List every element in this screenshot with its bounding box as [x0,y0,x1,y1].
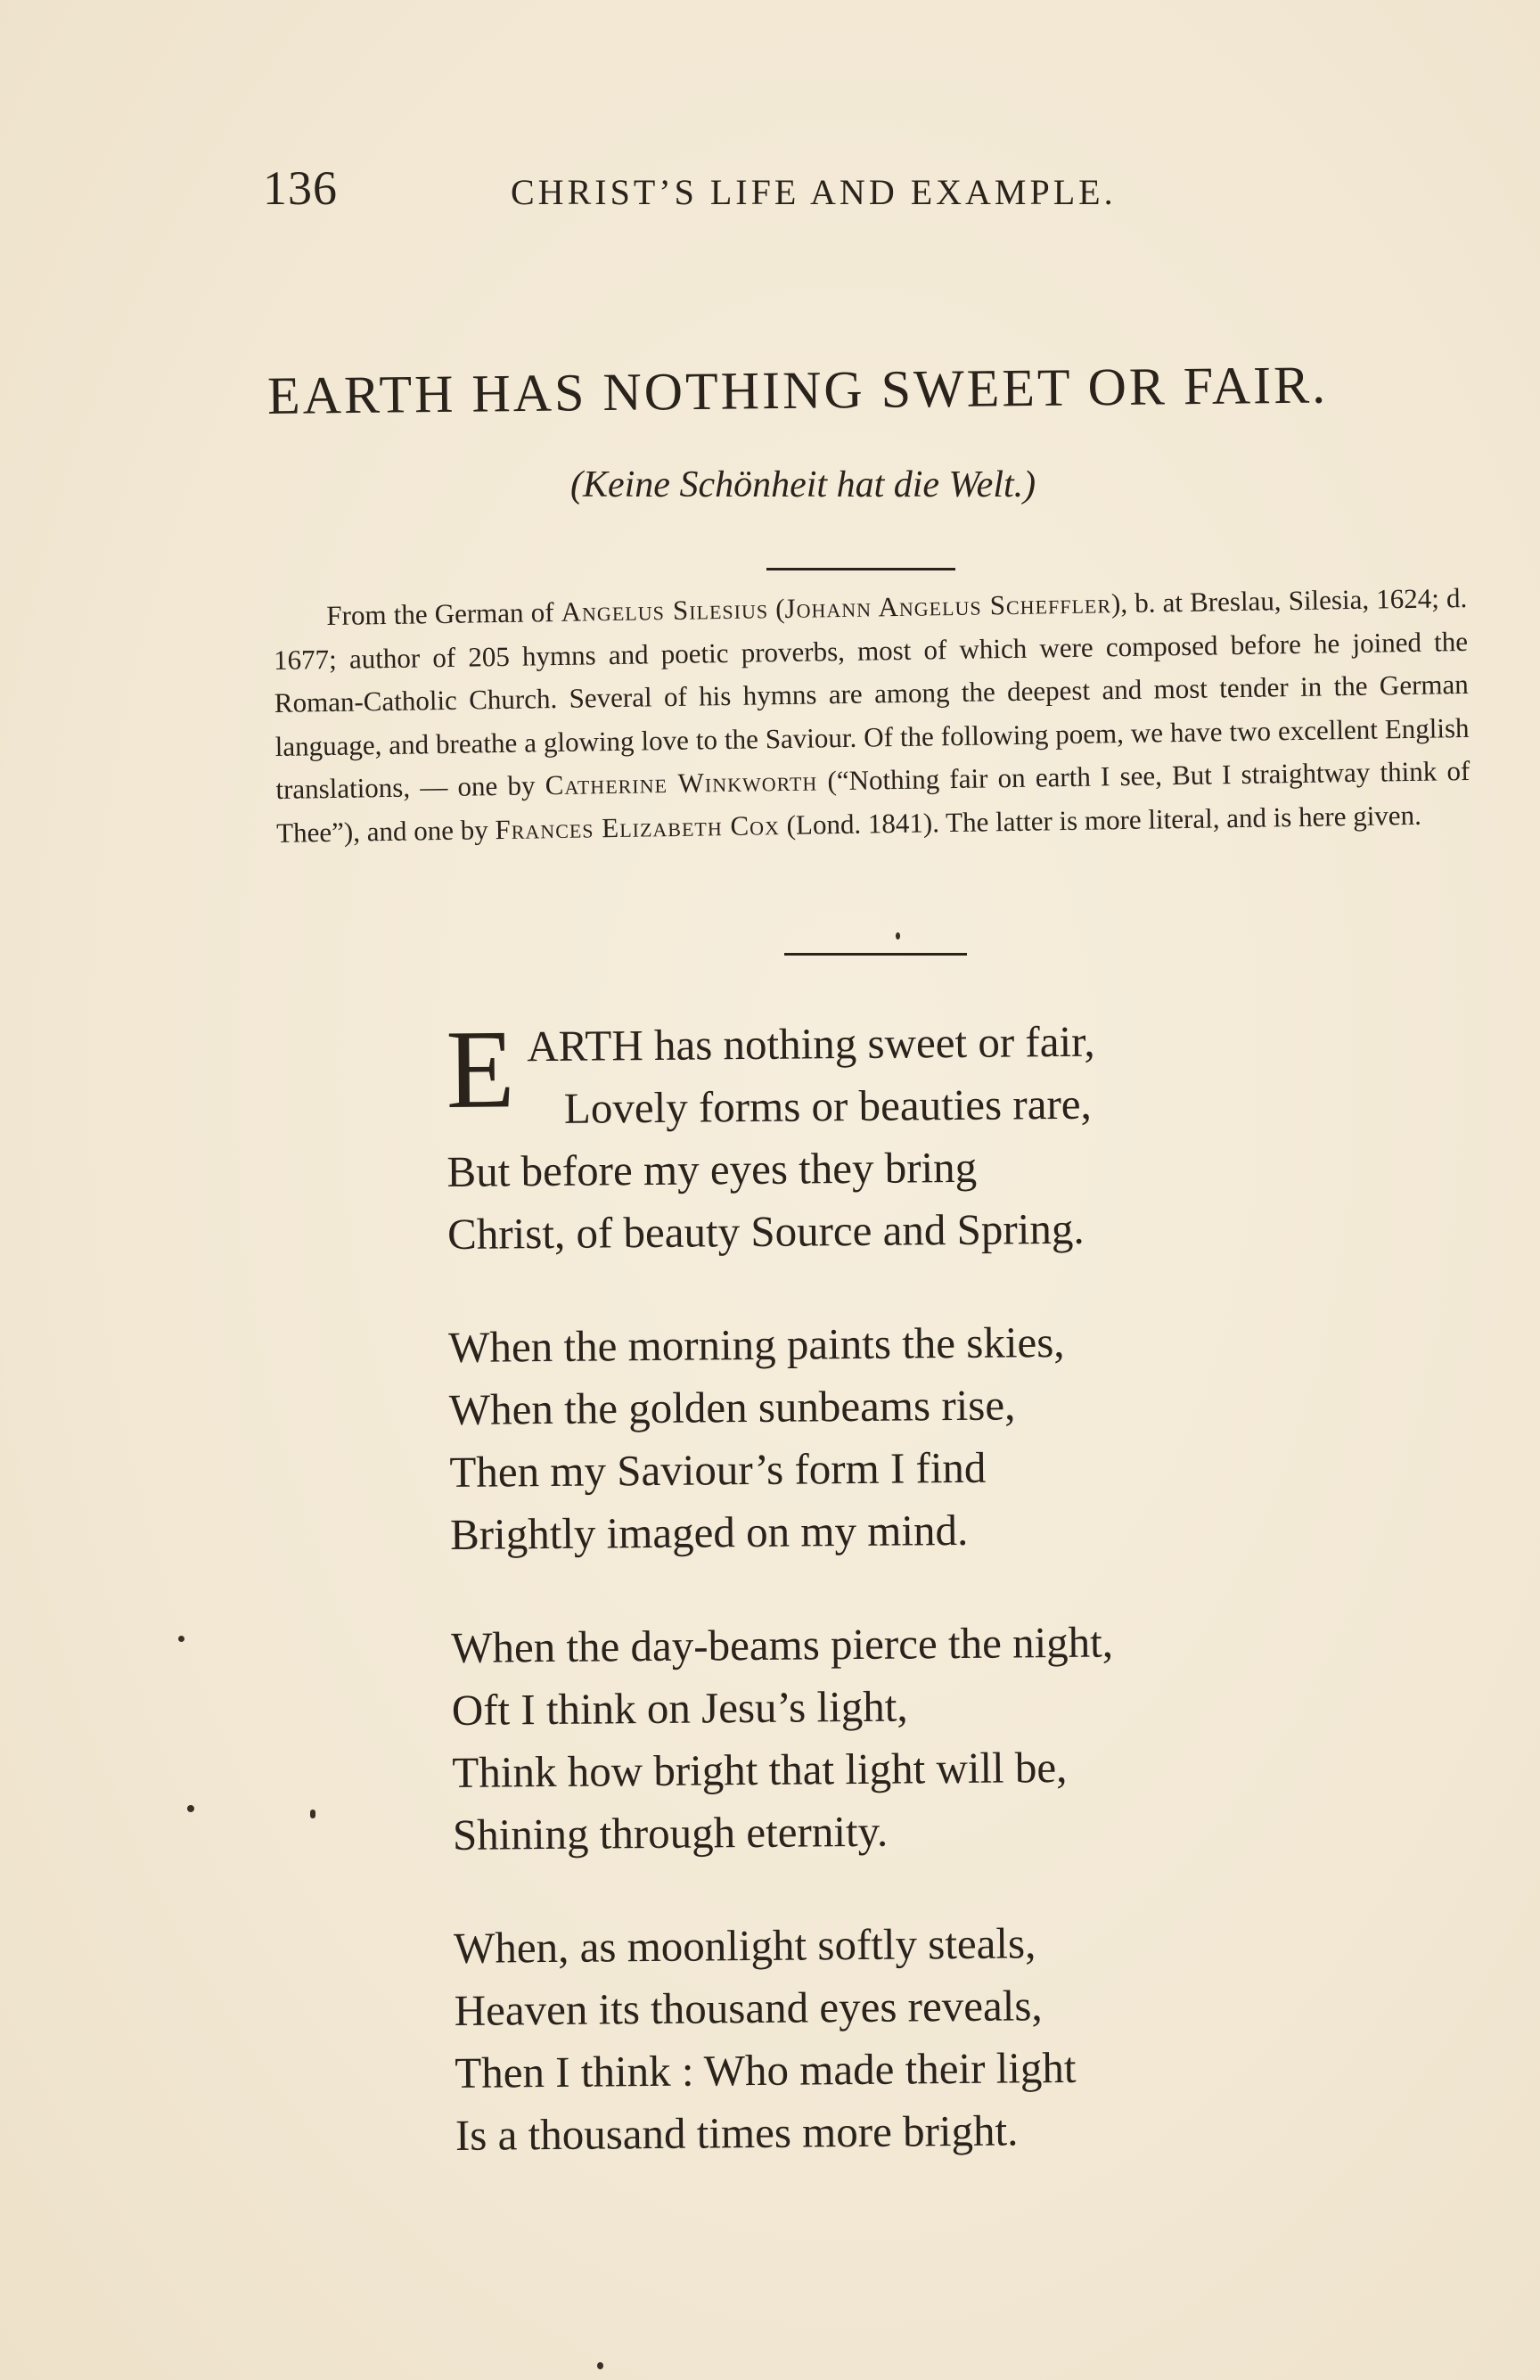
stanza-3 [451,1608,1433,1867]
poem-line: Oft I think on Jesu’s light, [451,1681,908,1735]
ink-speck [310,1810,315,1818]
poem-line: But before my eyes they bring [446,1142,978,1196]
note-text: (Lond. 1841). The latter is more literal, and is here given. [779,799,1422,841]
ink-speck [597,2362,603,2369]
ink-speck [178,1636,184,1642]
page-header [263,152,1243,223]
divider-rule-top [766,568,955,570]
poem-line: When the day-beams pierce the night, [450,1617,1114,1672]
poem-line: When the golden sunbeams rise, [448,1380,1016,1434]
running-title: CHRIST’S LIFE AND EXAMPLE. [511,172,1117,212]
poem-line: Think how bright that light will be, [452,1742,1068,1797]
poem-line: Shining through eternity. [452,1806,889,1859]
note-text: (“Nothing fair on earth I see, But I straightway think of Thee”), and one by [275,754,1470,849]
poem [446,1007,1437,2218]
poem-line: Then I think : Who made their light [455,2042,1077,2097]
drop-cap: E [445,1007,516,1132]
poem-line: ARTH has nothing sweet or fair, [527,1016,1095,1071]
stanza-1 [446,1007,1428,1266]
ink-speck [896,932,900,940]
ink-speck [187,1805,194,1812]
poem-line: Lovely forms or beauties rare, [563,1079,1092,1133]
hymn-subtitle: (Keine Schönheit hat die Welt.) [570,464,1036,505]
hymn-title: EARTH HAS NOTHING SWEET OR FAIR. [266,355,1329,425]
introductory-note [273,577,1470,855]
poem-line: Heaven its thousand eyes reveals, [454,1981,1043,2035]
poem-line: When, as moonlight softly steals, [453,1918,1036,1973]
author-real-name: Johann Angelus Scheffler [784,587,1112,624]
poem-line: When the morning paints the skies, [448,1317,1065,1372]
translator-name: Catherine Winkworth [545,765,818,801]
divider-rule-bottom [784,953,967,956]
poem-line: Then my Saviour’s form I find [449,1442,987,1497]
poem-line: Brightly imaged on my mind. [449,1505,969,1559]
note-text: ( [767,592,785,625]
poem-line: Is a thousand times more bright. [455,2105,1019,2160]
stanza-2 [448,1308,1430,1566]
translator-name: Frances Elizabeth Cox [495,808,781,845]
note-text: ), b. at Breslau, Silesia, 1624; d. 1677; author of 205 hymns and poetic proverbs, most of which were composed before he joined the Roman-Catholic Church. Several of his hymns are among the deepest and most tender in the German language, and breathe a glowing love to the Saviour. Of the following poem, we have two excellent English translations, — one by [273,581,1470,805]
author-name: Angelus Silesius [561,593,769,628]
page-number: 136 [263,161,338,215]
poem-line: Christ, of beauty Source and Spring. [446,1203,1085,1259]
note-text: From the German of [326,595,561,632]
stanza-4 [454,1908,1436,2167]
